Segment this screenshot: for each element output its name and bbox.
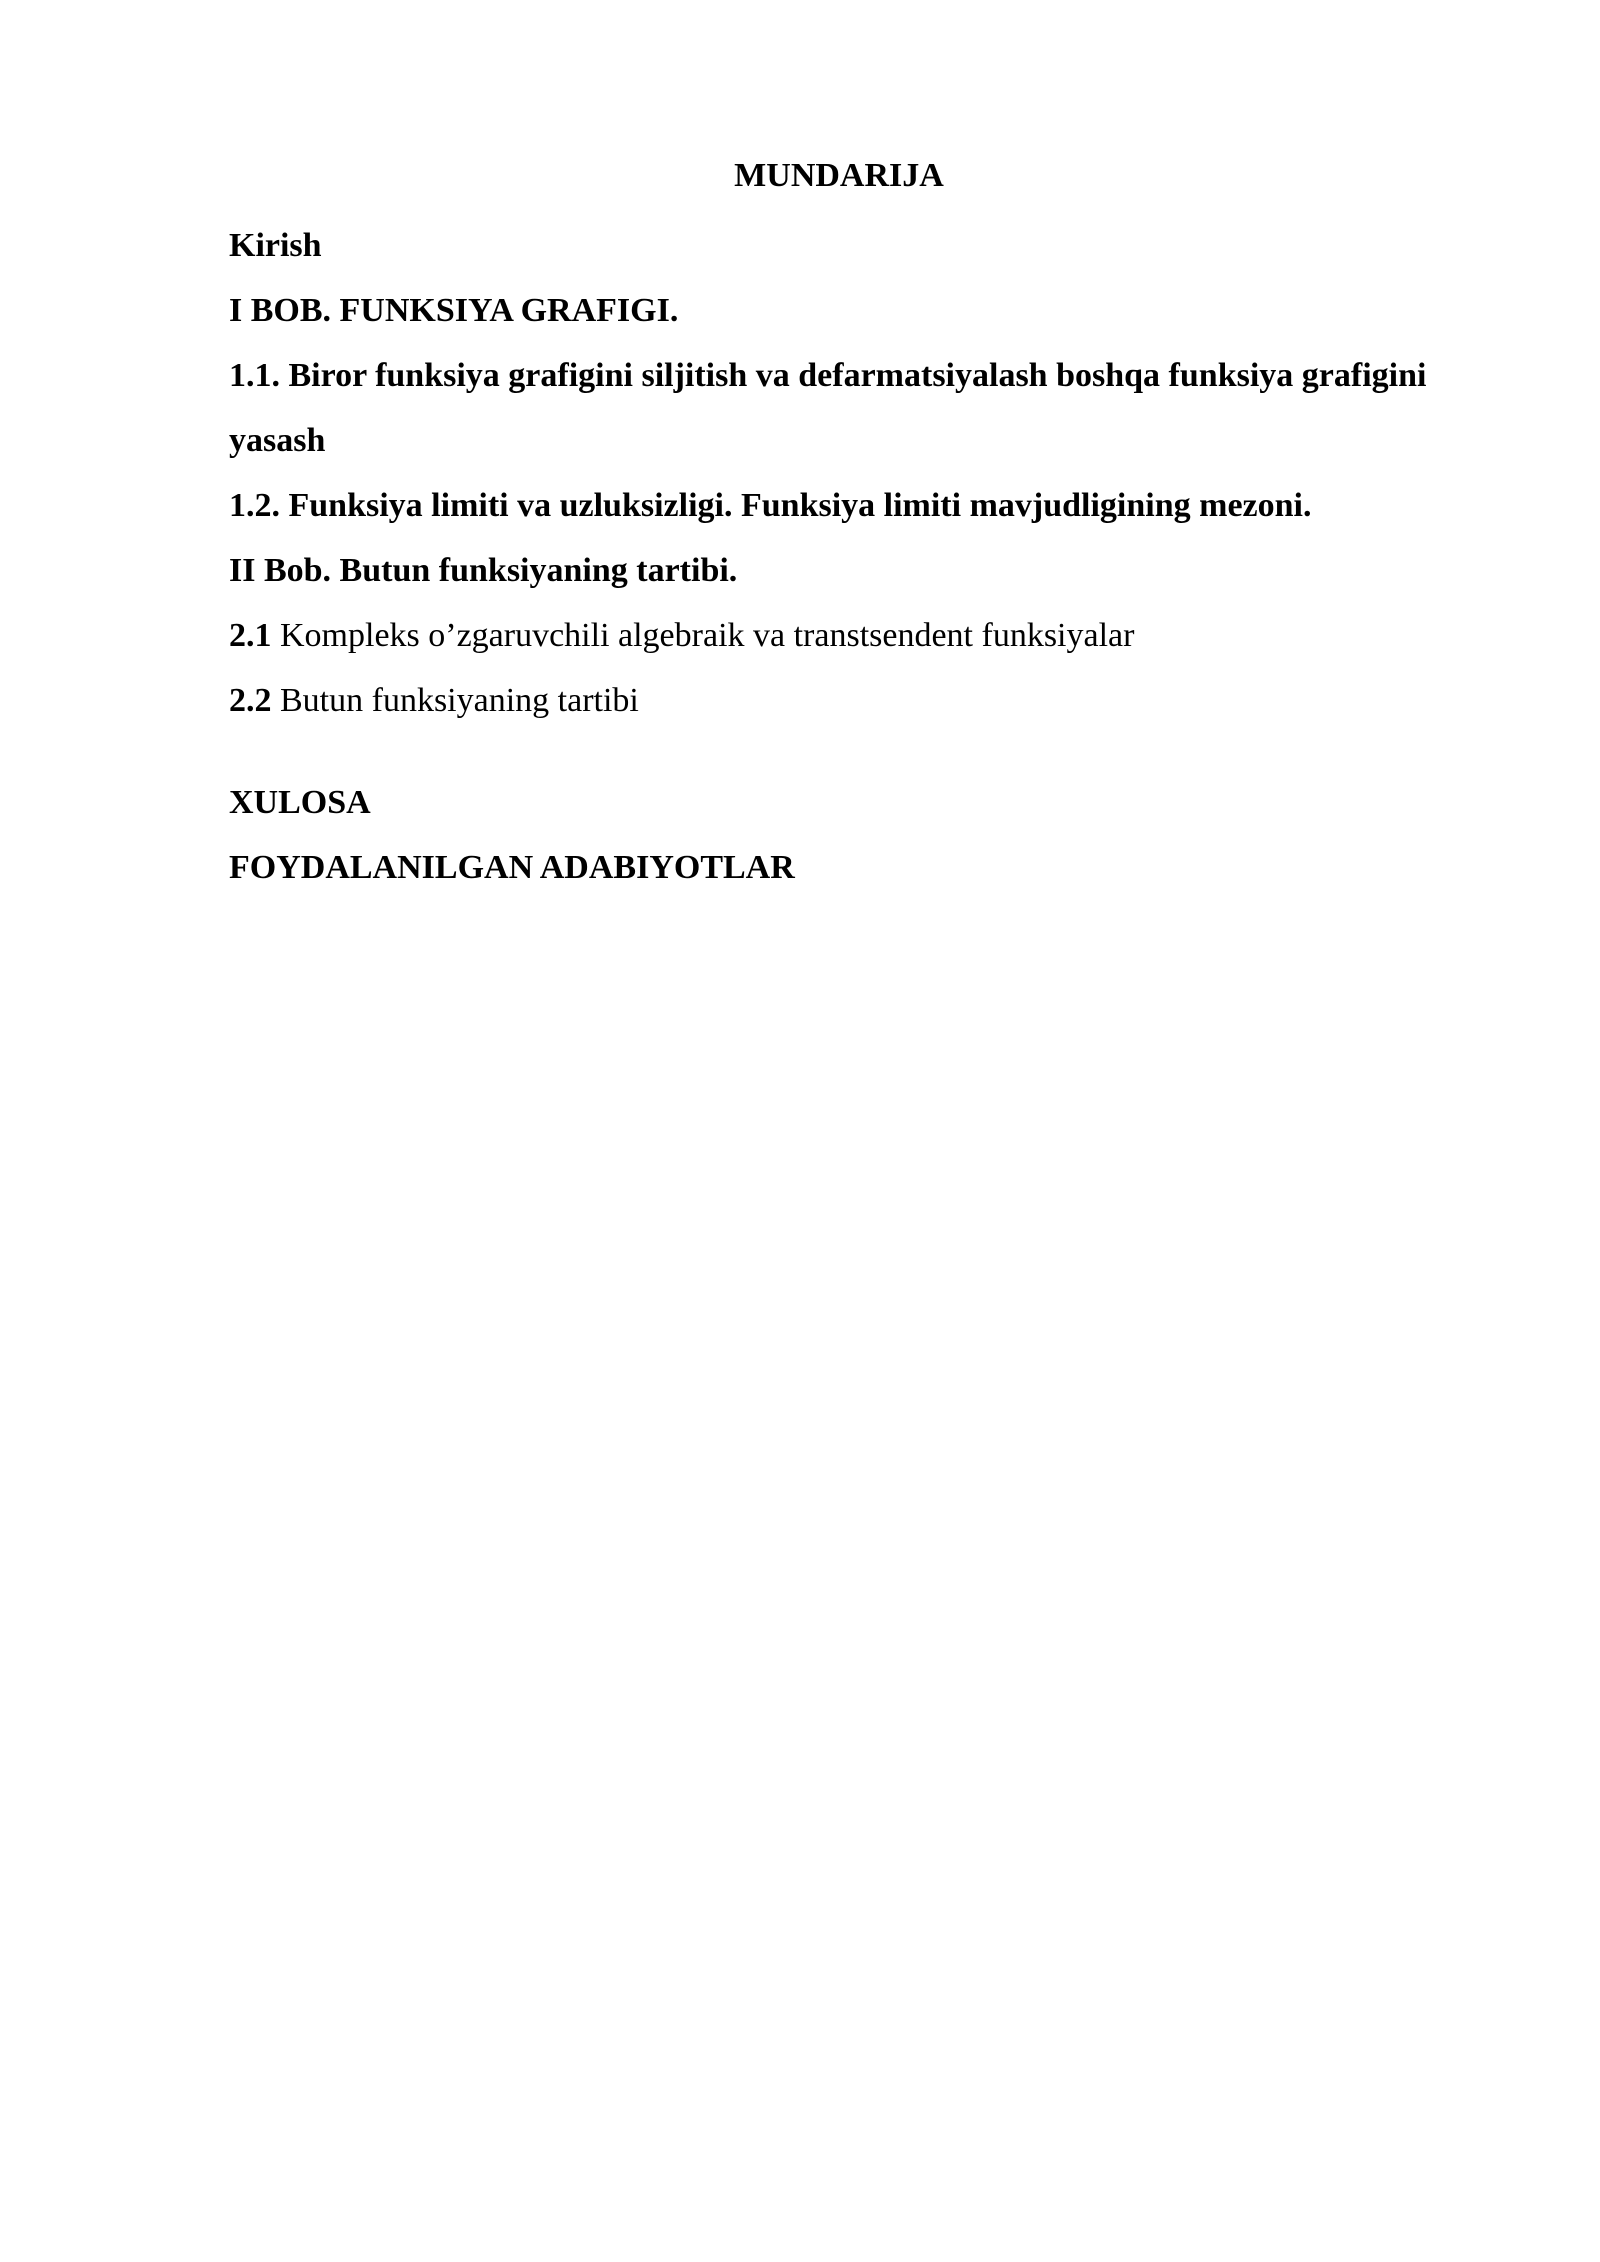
section-number: 2.2 [229,682,272,719]
toc-entry-section-2-2 [229,668,1449,733]
toc-entry-chapter-1: I BOB. FUNKSIYA GRAFIGI. [229,292,679,329]
section-title: Kompleks o’zgaruvchili algebraik va transtsendent funksiyalar [271,617,1135,654]
section-title: Butun funksiyaning tartibi [271,682,639,719]
table-of-contents [229,148,1449,900]
toc-entry-conclusion: XULOSA [229,784,371,821]
toc-entry-section-1-1: 1.1. Biror funksiya grafigini siljitish va defarmatsiyalash boshqa funksiya grafigini yasash [229,357,1427,459]
toc-entry-chapter-2: II Bob. Butun funksiyaning tartibi. [229,552,738,589]
toc-entry-section-2-1 [229,603,1449,668]
toc-entry-section-1-2: 1.2. Funksiya limiti va uzluksizligi. Funksiya limiti mavjudligining mezoni. [229,487,1312,524]
section-number: 2.1 [229,617,272,654]
toc-entry-references: FOYDALANILGAN ADABIYOTLAR [229,849,795,886]
toc-entry-introduction: Kirish [229,227,322,264]
spacer [229,733,1449,770]
page-title: MUNDARIJA [734,157,944,194]
